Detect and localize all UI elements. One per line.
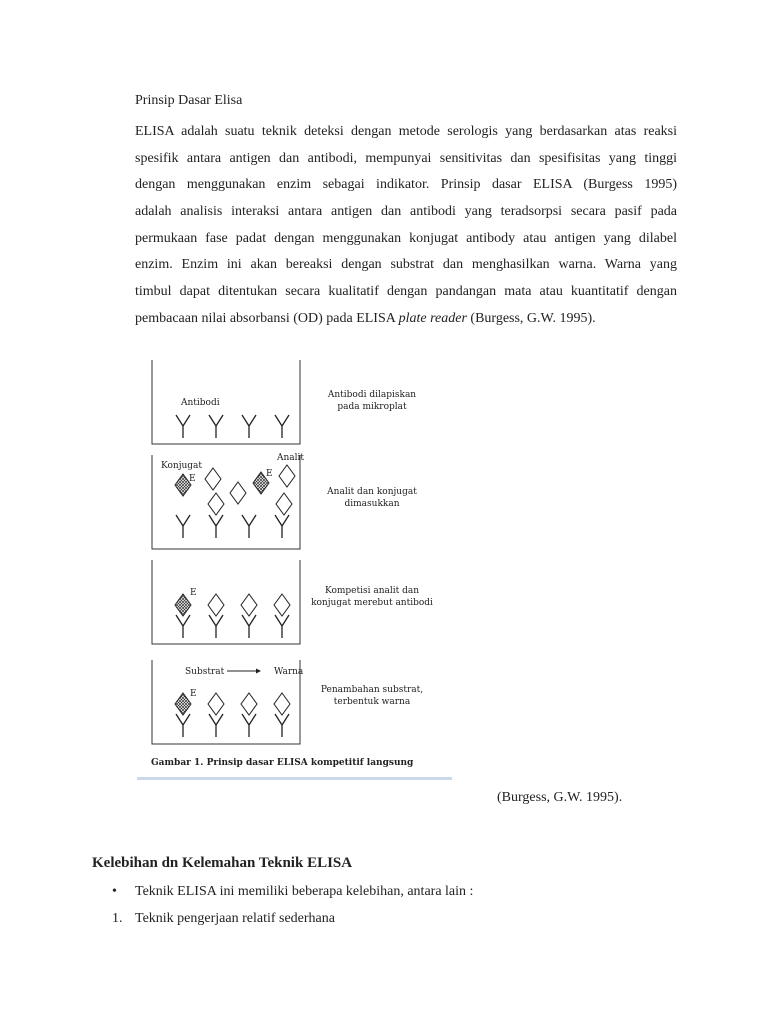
- panel-3: [152, 560, 433, 644]
- bullet-item: [112, 884, 473, 900]
- plate-reader-term: plate reader: [398, 310, 467, 326]
- paragraph-line: permukaan fase padat dengan menggunakan konjugat antibody atau antigen yang dilabel: [135, 230, 677, 246]
- enzyme-label: E: [190, 689, 197, 699]
- enzyme-label: E: [189, 474, 196, 484]
- figure-caption: Gambar 1. Prinsip dasar ELISA kompetitif langsung: [151, 758, 414, 768]
- paragraph-line: spesifik antara antigen dan antibodi, mempunyai sensitivitas dan spesifisitas yang tinggi: [135, 150, 677, 166]
- numbered-item: [112, 911, 335, 927]
- paragraph-line: adalah analisis interaksi antara antigen dan antibodi yang teradsorpsi secara pasif pada: [135, 204, 677, 220]
- paragraph-last-prefix: pembacaan nilai absorbansi (OD) pada ELISA: [135, 310, 399, 326]
- enzyme-label: E: [190, 588, 197, 598]
- paragraph-line: enzim. Enzim ini akan bereaksi dengan substrat dan menghasilkan warna. Warna yang: [135, 257, 677, 273]
- paragraph-line: ELISA adalah suatu teknik deteksi dengan metode serologis yang berdasarkan atas reaksi: [135, 124, 677, 139]
- panel-2-desc-line1: Analit dan konjugat: [327, 487, 417, 497]
- panel-1-desc-line2: pada mikroplat: [337, 402, 407, 412]
- elisa-figure: [137, 352, 457, 787]
- label-warna: Warna: [274, 667, 304, 677]
- panel-3-desc-line2: konjugat merebut antibodi: [311, 598, 433, 608]
- panel-1-desc-line1: Antibodi dilapiskan: [327, 390, 417, 400]
- body-paragraph: [135, 119, 677, 333]
- bullet-item-text: Teknik ELISA ini memiliki beberapa kelebihan, antara lain :: [135, 884, 474, 899]
- panel-4: [152, 660, 423, 744]
- label-antibodi: Antibodi: [181, 398, 220, 408]
- section-heading-2: Kelebihan dn Kelemahan Teknik ELISA: [92, 855, 353, 871]
- numbered-item-number: 1.: [112, 911, 123, 926]
- paragraph-last-suffix: (Burgess, G.W. 1995).: [466, 310, 596, 326]
- panel-1: [152, 360, 416, 444]
- caption-underline: [137, 777, 452, 780]
- label-substrat: Substrat: [185, 667, 225, 677]
- panel-4-desc-line2: terbentuk warna: [333, 697, 411, 707]
- paragraph-line-last: [135, 306, 677, 333]
- section-heading: Prinsip Dasar Elisa: [135, 93, 243, 108]
- reaction-arrow-head: [256, 669, 261, 674]
- panel-3-desc-line1: Kompetisi analit dan: [324, 586, 420, 596]
- bullet-dot-icon: •: [112, 884, 117, 899]
- enzyme-label: E: [266, 469, 273, 479]
- figure-citation: (Burgess, G.W. 1995).: [497, 790, 623, 805]
- panel-2: [152, 453, 417, 549]
- paragraph-line: timbul dapat ditentukan secara kualitatif dengan pandangan mata atau kuantitatif dengan: [135, 284, 677, 300]
- panel-4-desc-line1: Penambahan substrat,: [320, 685, 424, 695]
- numbered-item-text: Teknik pengerjaan relatif sederhana: [135, 911, 335, 926]
- label-analit: Analit: [277, 453, 305, 463]
- panel-2-desc-line2: dimasukkan: [344, 499, 400, 509]
- paragraph-line: dengan menggunakan enzim sebagai indikator. Prinsip dasar ELISA (Burgess 1995): [135, 177, 677, 193]
- label-konjugat: Konjugat: [161, 461, 203, 471]
